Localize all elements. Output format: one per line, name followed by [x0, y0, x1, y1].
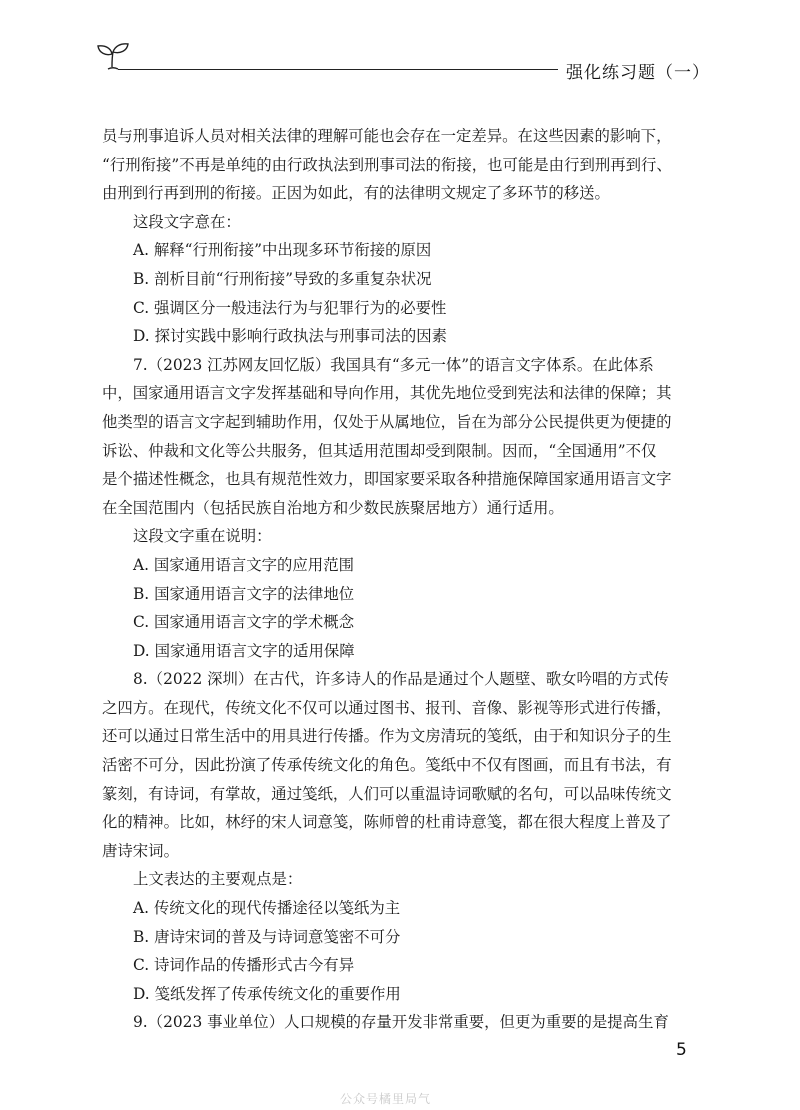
- text-line: 7.（2023 江苏网友回忆版）我国具有“多元一体”的语言文字体系。在此体系: [133, 355, 654, 374]
- text-line: A. 解释“行刑衔接”中出现多环节衔接的原因: [133, 241, 432, 260]
- text-line: C. 诗词作品的传播形式古今有异: [133, 956, 355, 975]
- text-line: B. 唐诗宋词的普及与诗词意笺密不可分: [133, 927, 401, 946]
- text-line: D. 国家通用语言文字的适用保障: [133, 641, 355, 660]
- header-rule: [118, 69, 558, 70]
- text-line: C. 国家通用语言文字的学术概念: [133, 613, 355, 632]
- text-line: 篆刻，有诗词，有掌故，通过笺纸，人们可以重温诗词歌赋的名句，可以品味传统文: [102, 784, 672, 803]
- sprout-icon: [96, 40, 130, 70]
- text-line: “行刑衔接”不再是单纯的由行政执法到刑事司法的衔接，也可能是由行到刑再到行、: [102, 155, 672, 174]
- text-line: 唐诗宋词。: [102, 841, 179, 860]
- text-line: 由刑到行再到刑的衔接。正因为如此，有的法律明文规定了多环节的移送。: [102, 184, 610, 203]
- text-line: B. 国家通用语言文字的法律地位: [133, 584, 355, 603]
- text-line: 是个描述性概念，也具有规范性效力，即国家要采取各种措施保障国家通用语言文字: [102, 470, 672, 489]
- text-line: 化的精神。比如，林纾的宋人词意笺，陈师曾的杜甫诗意笺，都在很大程度上普及了: [102, 813, 672, 832]
- text-line: 在全国范围内（包括民族自治地方和少数民族聚居地方）通行适用。: [102, 498, 564, 517]
- text-line: 还可以通过日常生活中的用具进行传播。作为文房清玩的笺纸，由于和知识分子的生: [102, 727, 672, 746]
- page-body: [102, 122, 698, 1037]
- text-line: D. 笺纸发挥了传承传统文化的重要作用: [133, 984, 401, 1003]
- page-number: 5: [676, 1040, 687, 1060]
- text-line: 他类型的语言文字起到辅助作用，仅处于从属地位，旨在为部分公民提供更为便捷的: [102, 412, 672, 431]
- page-header: [0, 0, 800, 90]
- text-line: 员与刑事追诉人员对相关法律的理解可能也会存在一定差异。在这些因素的影响下，: [102, 127, 672, 145]
- text-line: B. 剖析目前“行刑衔接”导致的多重复杂状况: [133, 269, 432, 288]
- watermark: 公众号橘里局气: [340, 1092, 432, 1106]
- text-line: A. 国家通用语言文字的应用范围: [133, 555, 354, 574]
- text-line: 这段文字意在：: [133, 212, 241, 231]
- section-title: 强化练习题（一）: [566, 63, 710, 83]
- text-line: A. 传统文化的现代传播途径以笺纸为主: [133, 899, 401, 918]
- text-line: 诉讼、仲裁和文化等公共服务，但其适用范围却受到限制。因而，“全国通用”不仅: [102, 441, 657, 460]
- text-line: 之四方。在现代，传统文化不仅可以通过图书、报刊、音像、影视等形式进行传播，: [102, 698, 672, 717]
- text-line: 这段文字重在说明：: [133, 527, 272, 546]
- text-line: C. 强调区分一般违法行为与犯罪行为的必要性: [133, 298, 447, 317]
- text-line: 8.（2022 深圳）在古代，许多诗人的作品是通过个人题壁、歌女吟唱的方式传: [133, 670, 669, 689]
- text-line: 上文表达的主要观点是：: [133, 870, 303, 889]
- text-line: 中，国家通用语言文字发挥基础和导向作用，其优先地位受到宪法和法律的保障；其: [102, 384, 672, 403]
- text-line: 活密不可分，因此扮演了传承传统文化的角色。笺纸中不仅有图画，而且有书法，有: [102, 756, 672, 775]
- text-line: D. 探讨实践中影响行政执法与刑事司法的因素: [133, 327, 447, 346]
- text-line: 9.（2023 事业单位）人口规模的存量开发非常重要，但更为重要的是提高生育: [133, 1013, 669, 1032]
